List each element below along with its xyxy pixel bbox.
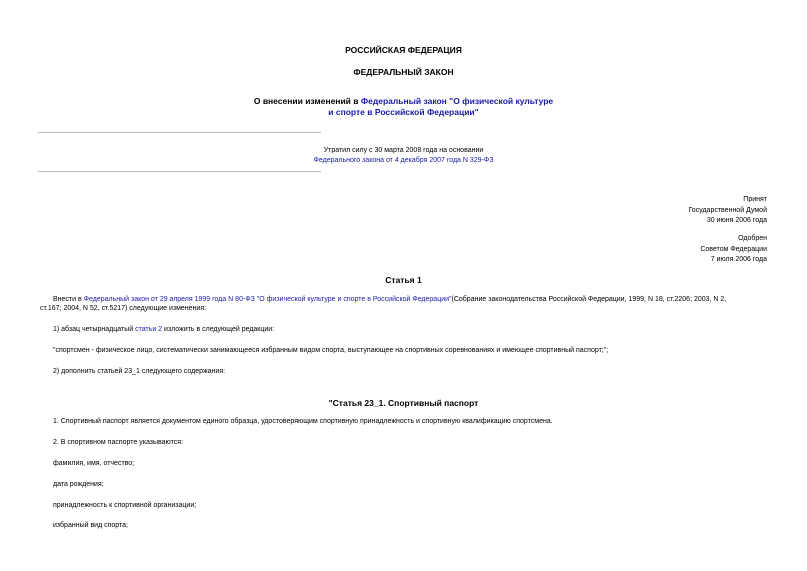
law-title-prefix: О внесении изменений в (253, 96, 359, 106)
article1-quote: "спортсмен - физическое лицо, систематически занимающееся избранным видом спорта, выступающее на спортивных соревнованиях и имеющее спортивный паспорт;"; (53, 347, 609, 354)
law-title-line2[interactable]: и спорте в Российской Федерации" (328, 107, 479, 117)
list-item: принадлежность к спортивной организации; (53, 502, 197, 509)
article1-item1 (53, 326, 274, 333)
item1-prefix: 1) абзац четырнадцатый (53, 326, 134, 333)
accepted-line: 30 июня 2006 года (706, 217, 767, 224)
divider-top (38, 132, 321, 133)
item1-link[interactable]: статьи 2 (135, 326, 163, 333)
list-item: избранный вид спорта; (53, 522, 129, 529)
approved-line: Одобрен (738, 235, 767, 242)
article23-1-heading: "Статья 23_1. Спортивный паспорт (328, 398, 479, 408)
approved-line: 7 июля 2006 года (710, 256, 767, 263)
article23-1-p2: 2. В спортивном паспорте указываются: (53, 439, 184, 446)
article1-intro-line2: ст.167; 2004, N 52, ст.5217) следующие изменения: (40, 305, 207, 312)
doc-type-heading: ФЕДЕРАЛЬНЫЙ ЗАКОН (353, 67, 454, 77)
adoption-approved (700, 234, 767, 266)
intro-law-link[interactable]: Федеральный закон от 29 апреля 1999 года N 80-ФЗ "О физической культуре и спорте в Российской Федерации" (83, 296, 452, 303)
divider-bottom (38, 171, 321, 172)
status-note-link[interactable]: Федерального закона от 4 декабря 2007 года N 329-ФЗ (313, 157, 494, 164)
accepted-line: Государственной Думой (688, 206, 767, 214)
law-title-line1 (0, 96, 807, 106)
article1-item2: 2) дополнить статьей 23_1 следующего содержания: (53, 368, 226, 375)
intro-prefix: Внести в (53, 296, 82, 303)
country-heading: РОССИЙСКАЯ ФЕДЕРАЦИЯ (345, 45, 462, 55)
accepted-line: Принят (743, 196, 767, 203)
item1-suffix: изложить в следующей редакции: (164, 326, 275, 333)
law-title-link[interactable]: Федеральный закон "О физической культуре (360, 96, 554, 106)
adoption-accepted (688, 195, 767, 227)
intro-suffix: (Собрание законодательства Российской Федерации, 1999, N 18, ст.2206; 2003, N 2, (451, 296, 727, 303)
article1-heading: Статья 1 (385, 275, 422, 285)
article23-1-p1: 1. Спортивный паспорт является документом единого образца, удостоверяющим спортивную принадлежность и спортивную квалификацию спортсмена. (53, 418, 553, 425)
list-item: фамилия, имя, отчество; (53, 460, 135, 467)
approved-line: Советом Федерации (700, 245, 767, 253)
status-note-line1: Утратил силу с 30 марта 2008 года на основании (323, 147, 484, 154)
list-item: дата рождения; (53, 481, 104, 488)
article1-intro (40, 294, 770, 305)
